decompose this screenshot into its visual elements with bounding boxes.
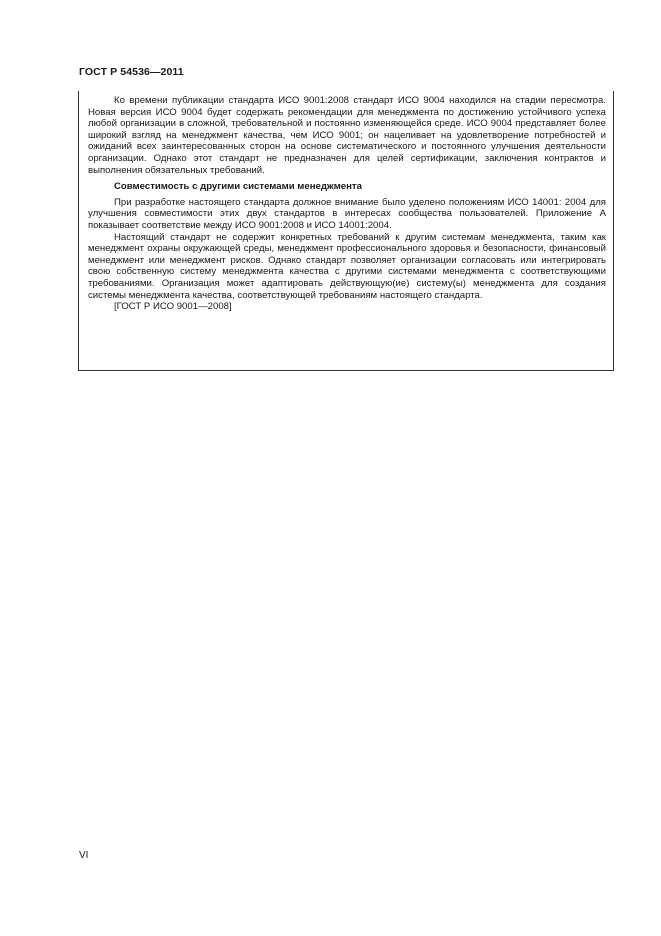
paragraph-iso-9004: Ко времени публикации стандарта ИСО 9001:2008 стандарт ИСО 9004 находился на стадии пересмотра. Новая версия ИСО 9004 будет содержать рекомендации для менеджмента по достижению устойчивого успеха любой организации в сложной, требовательной и постоянно изменяющейся среде. ИСО 9004 представляет более широкий взгляд на менеджмент качества, чем ИСО 9001; он нацеливает на удовлетворение потребностей и ожиданий всех заинтересованных сторон на основе систематического и постоянного улучшения деятельности организации. Однако этот стандарт не предназначен для целей сертификации, заключения контрактов и выполнения обязательных требований. bbox=[88, 95, 606, 176]
page-number: VI bbox=[79, 850, 89, 861]
quoted-text-body bbox=[88, 95, 606, 313]
paragraph-iso-14001: При разработке настоящего стандарта должное внимание было уделено положениям ИСО 14001: 2004 для улучшения совместимости этих двух стандартов в интересах сообщества пользователей. Приложение А показывает соответствие между ИСО 9001:2008 и ИСО 14001:2004. bbox=[88, 196, 606, 231]
quoted-text-box bbox=[78, 91, 614, 371]
document-header: ГОСТ Р 54536—2011 bbox=[79, 66, 184, 78]
source-reference: [ГОСТ Р ИСО 9001—2008] bbox=[114, 301, 232, 313]
paragraph-other-systems: Настоящий стандарт не содержит конкретных требований к другим системам менеджмента, таким как менеджмент охраны окружающей среды, менеджмент профессионального здоровья и безопасности, финансовый менеджмент или менеджмент рисков. Однако стандарт позволяет организации согласовать или интегрировать свою собственную систему менеджмента качества с другими системами менеджмента с соответствующими требованиями. Организация может адаптировать действующую(ие) систему(ы) менеджмента для создания системы менеджмента качества, соответствующей требованиям настоящего стандарта. bbox=[88, 231, 606, 301]
section-heading-compatibility: Совместимость с другими системами менеджмента bbox=[114, 181, 362, 193]
